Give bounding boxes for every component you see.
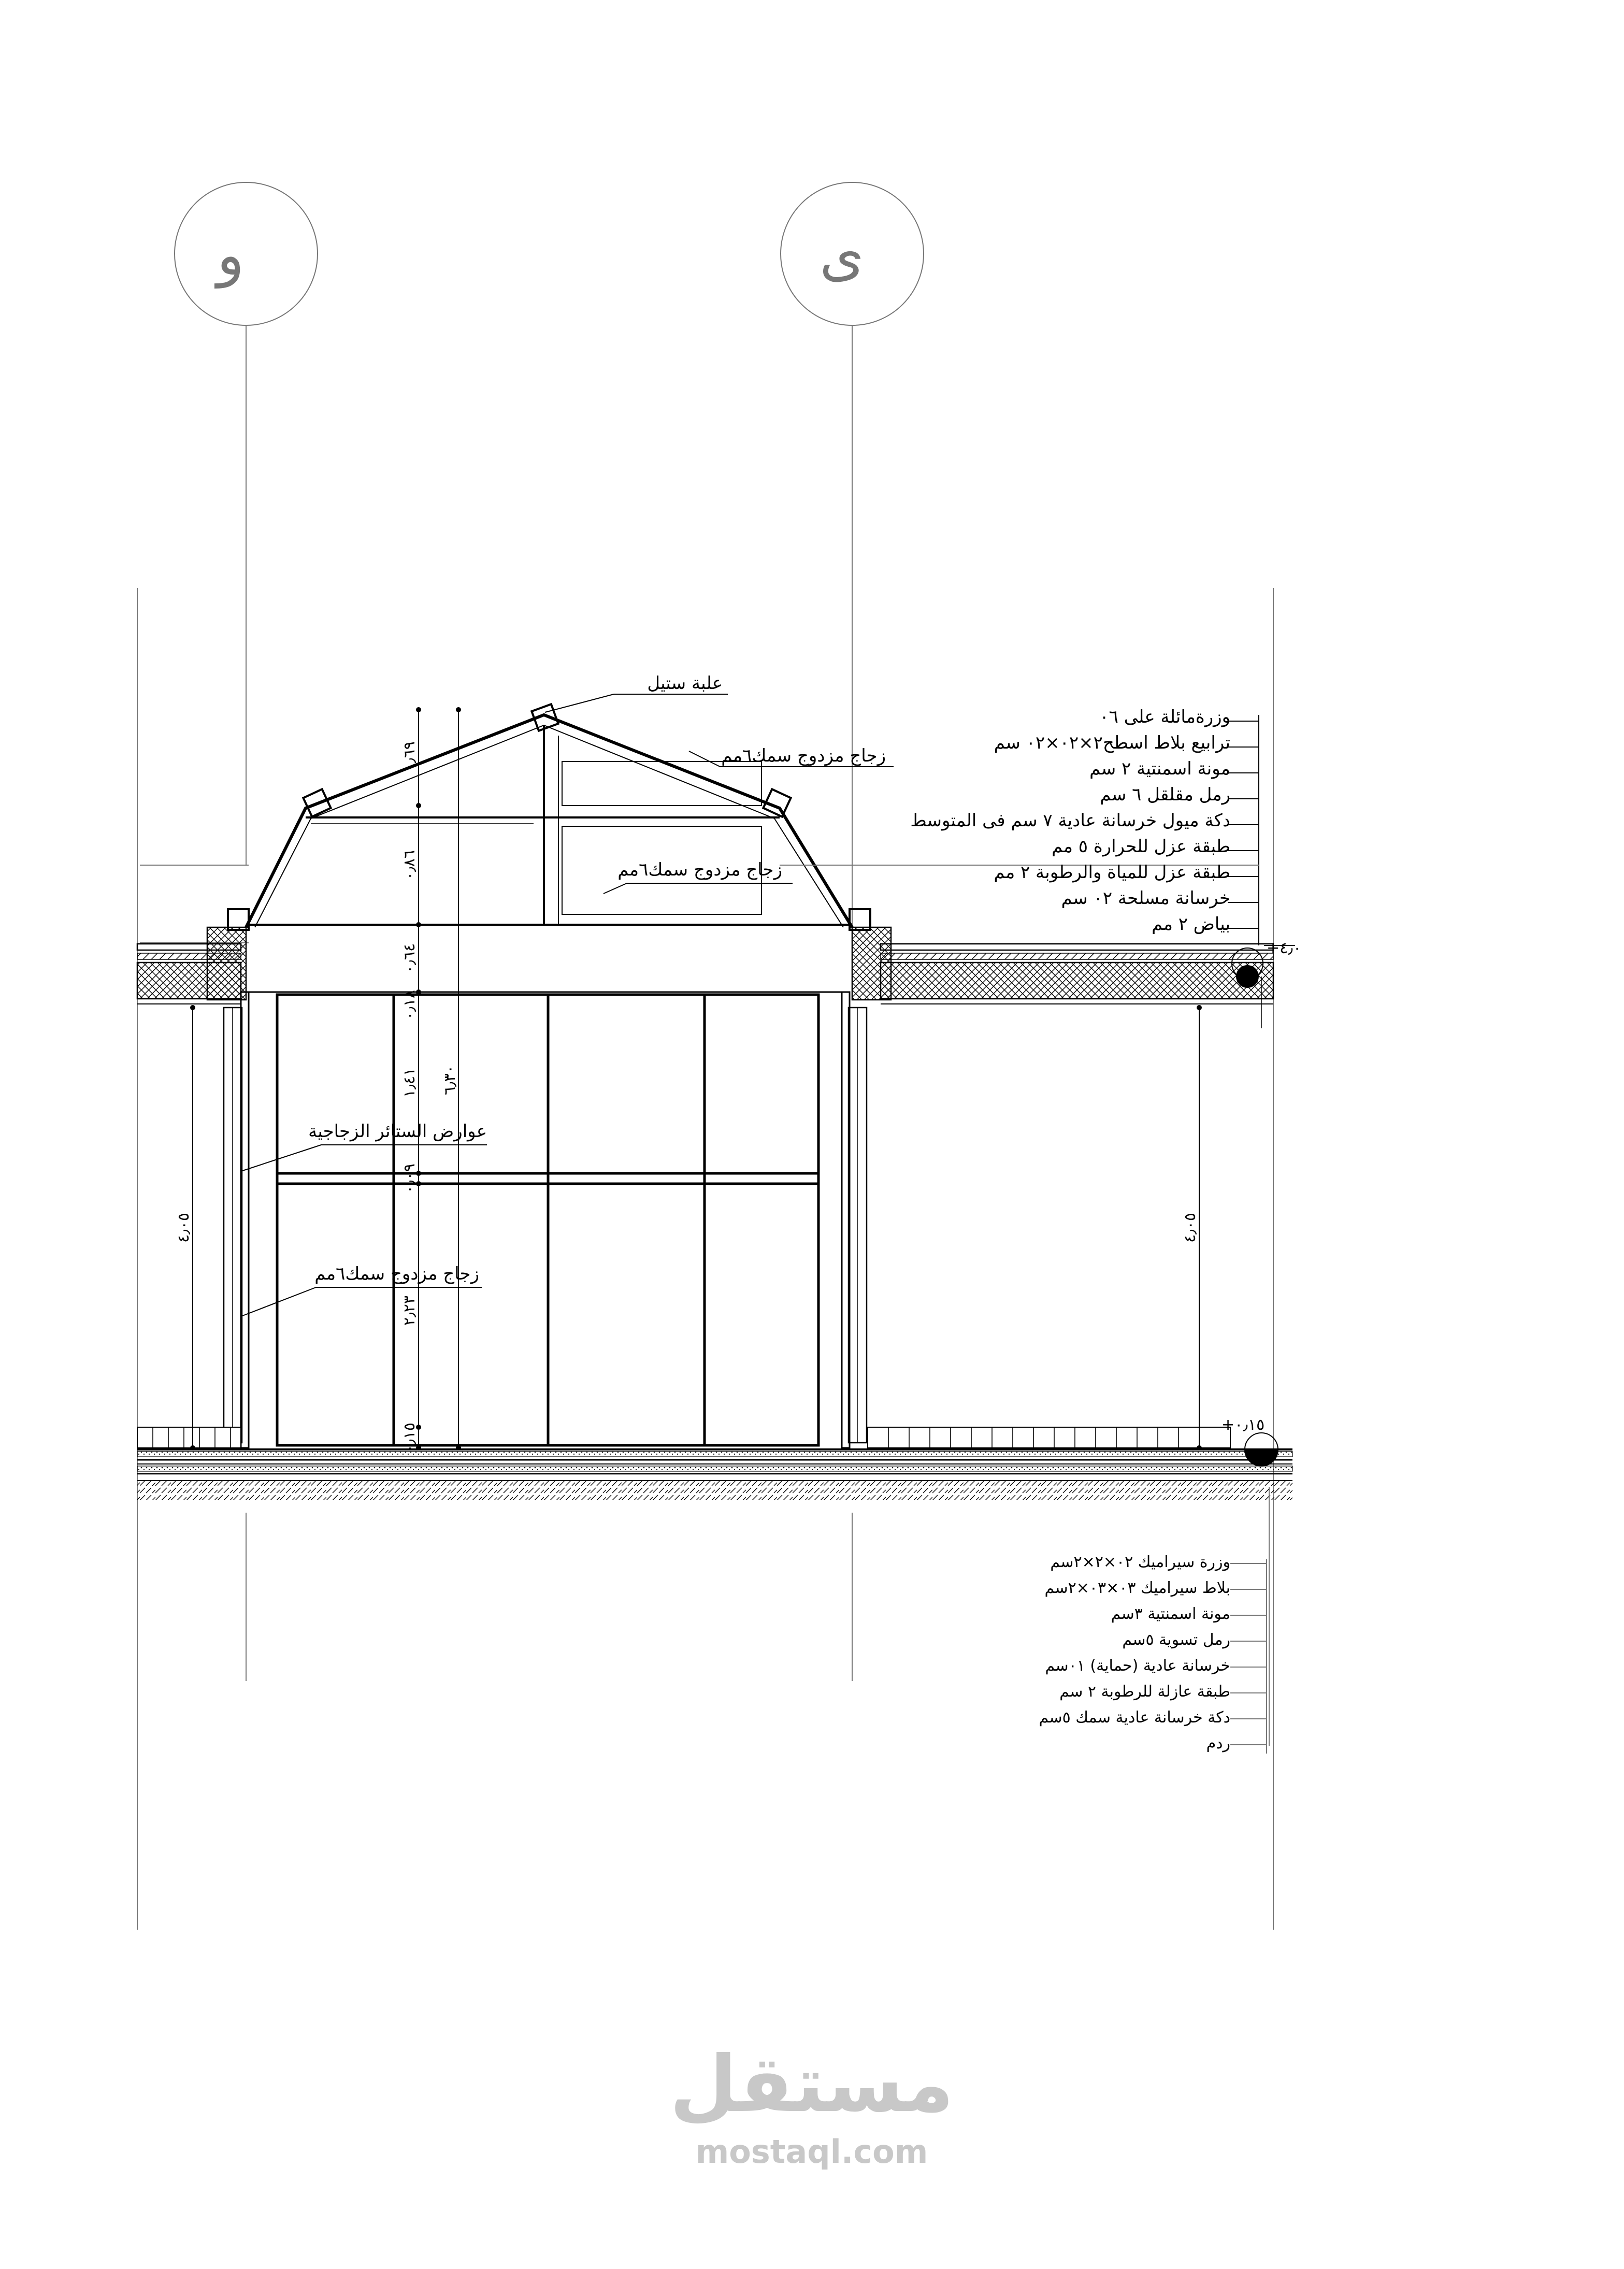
watermark-arabic: مستقل: [669, 2040, 954, 2130]
roof-layer-item: مونة اسمنتية ٢ سم: [1089, 758, 1230, 779]
floor-layer-item: رمل تسوية ٥سم: [1122, 1631, 1230, 1649]
roof-slab-left: [137, 927, 246, 1004]
glass-walls: [224, 989, 867, 1448]
floor-layer-item: وزرة سيراميك ٢٠×٢×٢سم: [1050, 1553, 1230, 1571]
wall-callouts: [242, 1121, 487, 1316]
floor-layer-item: خرسانة عادية (حماية) ١٠سم: [1045, 1657, 1230, 1675]
roof-layer-item: رمل مقلقل ٦ سم: [1100, 784, 1230, 805]
callout-glass-side: زجاج مزدوج سمك٦مم: [617, 859, 782, 880]
watermark: [670, 2040, 954, 2171]
dimension-label: ٤٫٠٥: [175, 1212, 193, 1243]
roof-layer-item: دكة ميول خرسانة عادية ٧ سم فى المتوسط: [910, 810, 1230, 831]
dimension-label: ١٫٤١: [400, 1067, 419, 1098]
floor-layer-item: طبقة عازلة للرطوبة ٢ سم: [1059, 1683, 1230, 1701]
roof-layer-item: طبقة عزل للحرارة ٥ مم: [1052, 836, 1230, 857]
dimension-label: ٦٫٣٠: [441, 1065, 459, 1096]
level-floor: +٠٫١٥: [1221, 1416, 1265, 1434]
roof-layer-item: بياض ٢ مم: [1152, 914, 1230, 935]
dimension-label: ٠٫٨٦: [400, 850, 419, 881]
roof-layer-item: خرسانة مسلحة ٢٠ سم: [1061, 888, 1230, 909]
floor-layer-legend: [1039, 1553, 1267, 1754]
roof-layer-item: وزرةمائلة على ٦٠: [1099, 707, 1230, 727]
dimension-label: ٠٫٠٩: [400, 1163, 419, 1194]
floor-layer-item: دكة خرسانة عادية سمك ٥سم: [1039, 1708, 1230, 1727]
grid-bubble-label: ى: [819, 222, 865, 288]
roof-slab-right: [852, 927, 1273, 1004]
floor-layer-item: بلاط سيراميك ٣٠×٣٠×٢سم: [1044, 1579, 1230, 1597]
floor-slab: [137, 1427, 1292, 1500]
level-roof: +٤٫٠: [1267, 939, 1302, 957]
dimension-label: ٢٫٢٣: [400, 1295, 419, 1326]
callout-glass-top: زجاج مزدوج سمك٦مم: [721, 745, 886, 766]
level-markers: [1221, 939, 1301, 1746]
gambrel-skylight: [228, 704, 870, 930]
callout-steel-box: علبة ستيل: [647, 673, 723, 694]
watermark-latin: mostaql.com: [695, 2133, 928, 2171]
callout-glass-wall: زجاج مزدوج سمك٦مم: [314, 1263, 479, 1284]
dimension-label: ٠٫٦٤: [400, 943, 419, 974]
grid-bubble-label: و: [217, 222, 245, 288]
floor-layer-item: مونة اسمنتية ٣سم: [1111, 1605, 1230, 1623]
dimension-label: ٠٫٦٩: [400, 741, 419, 772]
roof-layer-item: طبقة عزل للمياة والرطوبة ٢ مم: [994, 862, 1230, 883]
curtain-wall: [249, 989, 842, 1445]
dimension-label: ٠٫١٨: [400, 989, 419, 1021]
dimension-label: ٤٫٠٥: [1181, 1212, 1199, 1243]
dimension-label: ٠٫١٥: [400, 1422, 419, 1453]
floor-layer-item: ردم: [1206, 1734, 1230, 1753]
roof-layer-item: ترابيع بلاط اسطح٢×٢٠×٢٠ سم: [994, 733, 1230, 753]
callout-mullions: عوارض الستائر الزجاجية: [308, 1121, 487, 1142]
